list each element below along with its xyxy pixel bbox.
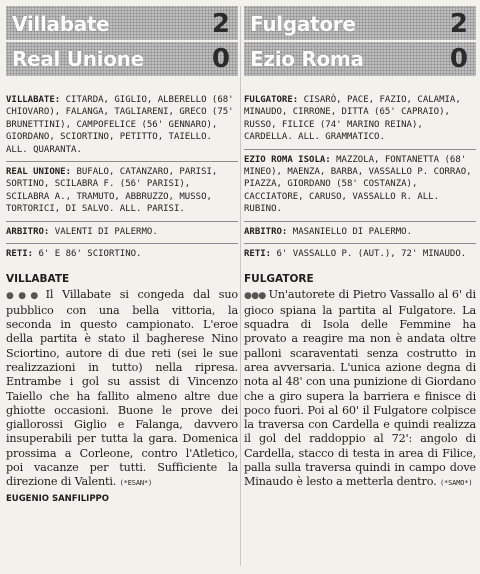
referee [6, 221, 238, 243]
away-lineup-label: EZIO ROMA ISOLA: [244, 154, 331, 165]
match-info [244, 90, 476, 265]
article-body [6, 288, 238, 490]
away-lineup-label: REAL UNIONE: [6, 167, 72, 178]
article-text: Un'autorete di Pietro Vassallo al 6' di gioco spiana la partita al Fulgatore. La squadra di Isola delle Femmine ha provato a reagire ma non è andata oltre palloni scaraventati senza costrutto in area avversaria. L'unica azione degna di nota al 48' con una punizione di Giordano che a giro supera la barriera e finisce di poco fuori. Poi al 60' il Fulgatore colpisce la traversa con Cardella e quindi realizza il gol del raddoppio al 72': angolo di Cardella, stacco di testa in area di Filice, palla sulla traversa quindi in campo dove Minaudo è lesto a metterla dentro. [244, 288, 476, 489]
goals-text: 6' E 86' SCIORTINO. [38, 249, 142, 260]
match-report-villabate [6, 6, 238, 504]
article-text: Il Villabate si congeda dal suo pubblico con una bella vittoria, la seconda in questo campionato. L'eroe della partita è stato il bagherese Nino Sciortino, autore di due reti (sei le sue realizzazioni in tutto) nella ripresa. Entrambe i gol su assist di Vincenzo Taiello che ha fallito almeno altre due ghiotte occasioni. Buone le prove dei giallorossi Giglio e Falanga, davvero insuperabili per tutta la gara. Domenica prossima a Corleone, contro l'Atletico, poi vacanze per tutti. Sufficiente la direzione di Valenti. [6, 288, 239, 489]
match-report-fulgatore [244, 6, 476, 491]
article-title: FULGATORE [244, 273, 314, 286]
home-lineup-label: FULGATORE: [244, 95, 299, 105]
away-lineup-text: BUFALO, CATANZARO, PARISI, SORTINO, SCILABRA F. (56' PARISI), SCILABRA A., TRAMUTO, ABBRUZZO, MUSSO, TORTORICI, DI SALVO. ALL. PARISI. [6, 167, 218, 215]
referee-text: VALENTI DI PALERMO. [54, 226, 158, 237]
home-lineup-label: VILLABATE: [6, 95, 61, 105]
away-lineup [244, 149, 476, 221]
home-lineup [244, 90, 476, 149]
scoreboard [6, 6, 238, 76]
scoreboard [244, 6, 476, 76]
home-lineup-text: CITARDA, GIGLIO, ALBERELLO (68' CHIOVARO), FALANGA, TAGLIARENI, GRECO (75' BRUNETTINI), CAMPOFELICE (56' GENNARO), GIORDANO, SCIORTINO, PETITTO, TAIELLO. ALL. QUARANTA. [6, 95, 234, 155]
away-team-name: Ezio Roma [250, 47, 364, 71]
home-team-row [244, 9, 476, 39]
author-byline: EUGENIO SANFILIPPO [6, 493, 110, 504]
ornament-icon: ●●● [244, 291, 266, 302]
home-team-name: Villabate [12, 12, 110, 36]
goals [6, 243, 238, 265]
goals-text: 6' VASSALLO P. (AUT.), 72' MINAUDO. [276, 249, 467, 260]
score-divider [244, 40, 476, 42]
ornament-icon: ●●● [6, 291, 43, 302]
goals-label: RETI: [244, 249, 272, 260]
referee [244, 221, 476, 243]
away-lineup-text: MAZZOLA, FONTANETTA (68' MINEO), MAENZA, BARBA, VASSALLO P. CORRAO, PIAZZA, GIORDANO (58' COSTANZA), CACCIATORE, CARUSO, VASSALLO R. ALL. RUBINO. [244, 154, 472, 215]
home-team-name: Fulgatore [250, 12, 356, 36]
referee-label: ARBITRO: [6, 226, 50, 237]
home-team-score: 2 [211, 9, 230, 39]
article-title: VILLABATE [6, 273, 70, 286]
match-info [6, 90, 238, 265]
away-team-name: Real Unione [12, 47, 144, 71]
home-lineup [6, 90, 238, 161]
away-team-score: 0 [449, 44, 468, 74]
away-lineup [6, 161, 238, 221]
away-team-row [244, 44, 476, 74]
article-body [244, 288, 476, 490]
goals [244, 243, 476, 265]
score-divider [6, 40, 238, 42]
home-team-score: 2 [449, 9, 468, 39]
referee-text: MASANIELLO DI PALERMO. [292, 226, 412, 237]
away-team-score: 0 [211, 44, 230, 74]
home-lineup-text: CISARÒ, PACE, FAZIO, CALAMIA, MINAUDO, CIRRONE, DITTA (65' CAPRAIO), RUSSO, FILICE (74' MARINO REINA), CARDELLA. ALL. GRAMMATICO. [244, 95, 461, 143]
column-divider [240, 6, 241, 566]
referee-label: ARBITRO: [244, 226, 288, 237]
goals-label: RETI: [6, 249, 34, 260]
away-team-row [6, 44, 238, 74]
home-team-row [6, 9, 238, 39]
article-signature: (*SAMO*) [439, 479, 473, 488]
article-signature: (*ESAN*) [119, 479, 153, 488]
